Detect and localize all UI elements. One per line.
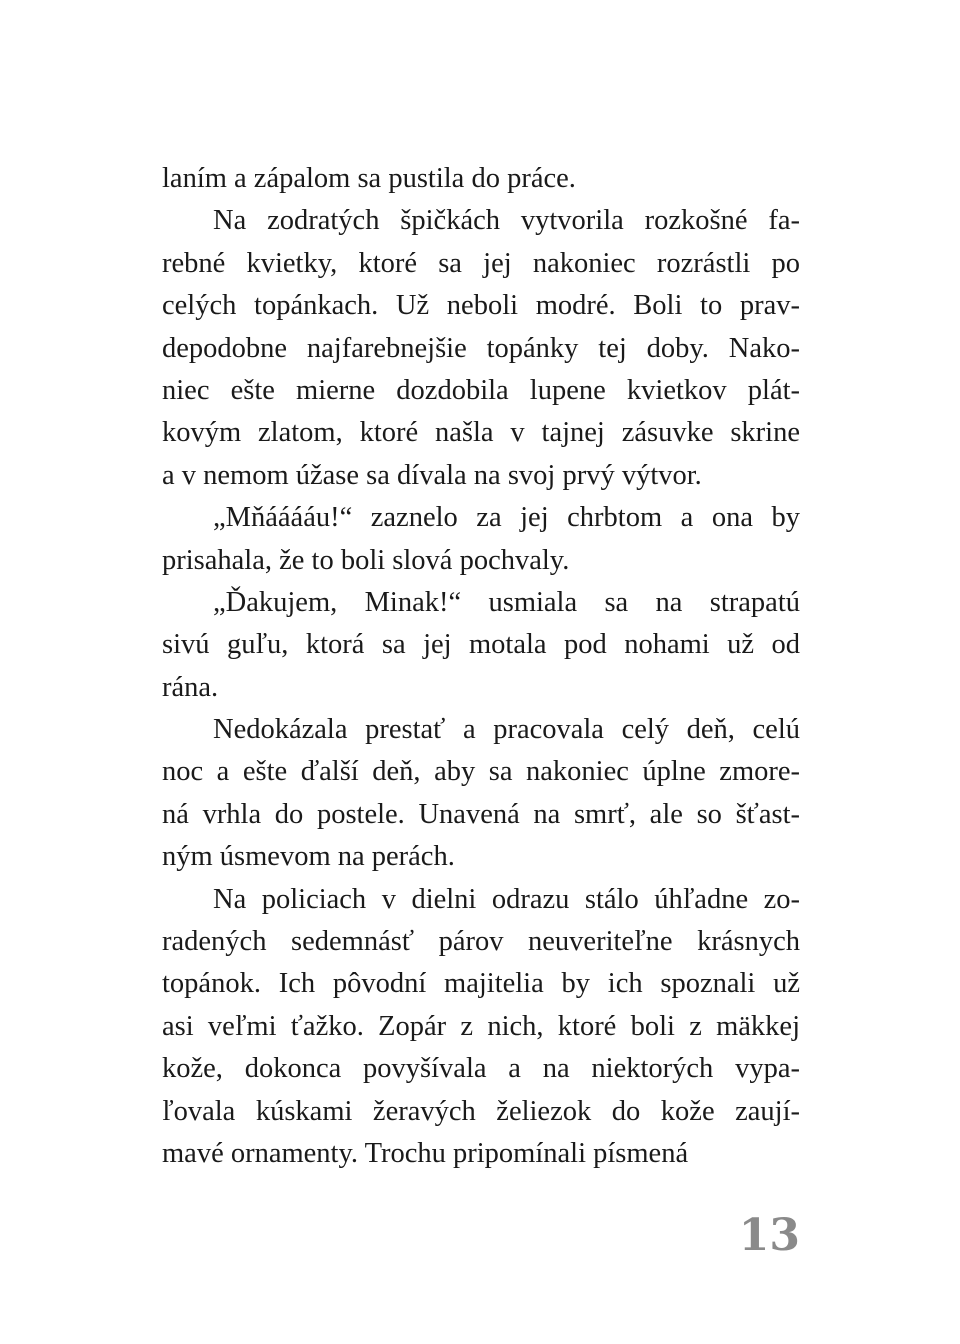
text-line: rána. <box>162 671 219 703</box>
text-line: rebné kvietky, ktoré sa jej nakoniec rozrástli po <box>162 247 800 279</box>
paragraph <box>162 497 800 582</box>
text-line: prisahala, že to boli slová pochvaly. <box>162 544 570 576</box>
text-line: „Ďakujem, Minak!“ usmiala sa na strapatú <box>213 586 800 618</box>
text-line: laním a zápalom sa pustila do práce. <box>162 163 576 194</box>
paragraph <box>162 879 800 1176</box>
text-line: topánok. Ich pôvodní majitelia by ich spoznali už <box>162 968 800 1000</box>
text-line: kovým zlatom, ktoré našla v tajnej zásuvke skrine <box>162 417 800 449</box>
text-line: niec ešte mierne dozdobila lupene kvietkov plát- <box>162 374 800 406</box>
page-number: 13 <box>738 1210 800 1261</box>
text-line: celých topánkach. Už neboli modré. Boli to prav- <box>162 290 800 322</box>
text-line: Na policiach v dielni odrazu stálo úhľadne zo- <box>213 883 800 915</box>
text-line: ná vrhla do postele. Unavená na smrť, ale so šťast- <box>162 798 800 830</box>
text-line: ným úsmevom na perách. <box>162 841 455 873</box>
text-line: a v nemom úžase sa dívala na svoj prvý výtvor. <box>162 459 702 491</box>
paragraph <box>162 709 800 879</box>
text-line: noc a ešte ďalší deň, aby sa nakoniec úplne zmore- <box>162 756 800 788</box>
text-line: mavé ornamenty. Trochu pripomínali písmená <box>162 1137 689 1169</box>
paragraph <box>162 582 800 709</box>
paragraph <box>162 200 800 497</box>
text-line: depodobne najfarebnejšie topánky tej doby. Nako- <box>162 332 800 364</box>
text-line: ľovala kúskami žeravých želiezok do kože zaují- <box>162 1095 800 1127</box>
text-line: kože, dokonca povyšívala a na niektorých vypa- <box>162 1053 800 1085</box>
text-line: Na zodratých špičkách vytvorila rozkošné fa- <box>213 205 800 237</box>
text-line: Nedokázala prestať a pracovala celý deň, celú <box>213 714 800 746</box>
text-line: „Mňááááu!“ zaznelo za jej chrbtom a ona by <box>213 502 800 534</box>
paragraph <box>162 158 800 200</box>
text-line: radených sedemnásť párov neuveriteľne krásnych <box>162 926 800 958</box>
text-line: sivú guľu, ktorá sa jej motala pod nohami už od <box>162 629 800 661</box>
body-text <box>162 158 800 1175</box>
text-line: asi veľmi ťažko. Zopár z nich, ktoré boli z mäkkej <box>162 1010 800 1042</box>
